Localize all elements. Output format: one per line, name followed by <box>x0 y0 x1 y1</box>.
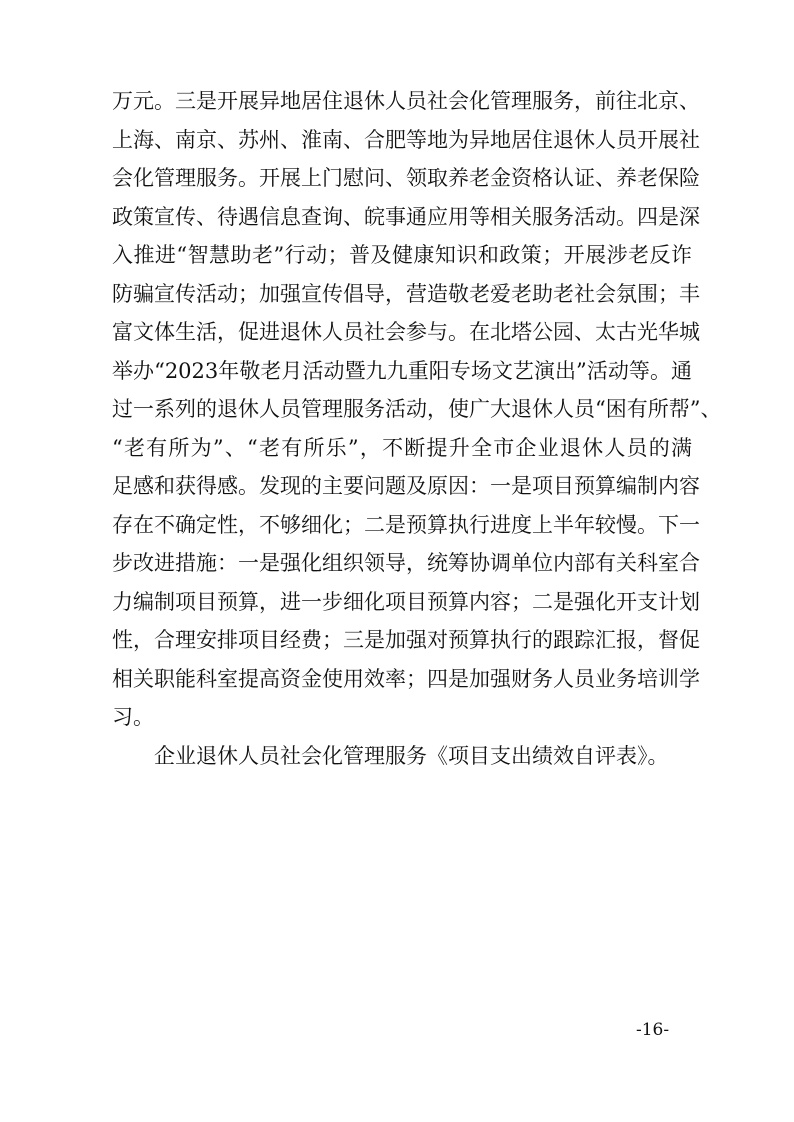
text-line: 上海、南京、苏州、淮南、合肥等地为异地居住退休人员开展社 <box>112 127 700 152</box>
text-line: 政策宣传、待遇信息查询、皖事通应用等相关服务活动。四是深 <box>112 204 700 229</box>
text-line: 力编制项目预算，进一步细化项目预算内容；二是强化开支计划 <box>112 589 700 614</box>
text-line: 入推进“智慧助老”行动；普及健康知识和政策；开展涉老反诈 <box>112 243 692 267</box>
text-line: 存在不确定性，不够细化；二是预算执行进度上半年较慢。下一 <box>112 512 700 537</box>
text-line: 过一系列的退休人员管理服务活动，使广大退休人员“困有所帮”、 <box>112 397 722 421</box>
text-line: 足感和获得感。发现的主要问题及原因：一是项目预算编制内容 <box>112 474 700 498</box>
text-line: 相关职能科室提高资金使用效率；四是加强财务人员业务培训学 <box>112 666 700 691</box>
text-line: 防骗宣传活动；加强宣传倡导，营造敬老爱老助老社会氛围；丰 <box>112 281 700 306</box>
document-body <box>112 82 722 775</box>
text-line: 步改进措施：一是强化组织领导，统筹协调单位内部有关科室合 <box>112 551 700 575</box>
text-line: 万元。三是开展异地居住退休人员社会化管理服务，前往北京、 <box>112 89 700 113</box>
text-line: “老有所为”、“老有所乐”，不断提升全市企业退休人员的满 <box>112 435 692 460</box>
page-number: -16- <box>636 1020 670 1040</box>
paragraph-2 <box>112 737 692 776</box>
text-line: 举办“2023年敬老月活动暨九九重阳专场文艺演出”活动等。通 <box>112 358 692 383</box>
paragraph-1 <box>112 82 722 737</box>
text-line: 性，合理安排项目经费；三是加强对预算执行的跟踪汇报，督促 <box>112 628 700 652</box>
text-line: 企业退休人员社会化管理服务《项目支出绩效自评表》。 <box>154 743 669 768</box>
text-line: 会化管理服务。开展上门慰问、领取养老金资格认证、养老保险 <box>112 166 700 190</box>
text-line: 富文体生活，促进退休人员社会参与。在北塔公园、太古光华城 <box>112 320 700 344</box>
text-line: 习。 <box>112 705 154 729</box>
